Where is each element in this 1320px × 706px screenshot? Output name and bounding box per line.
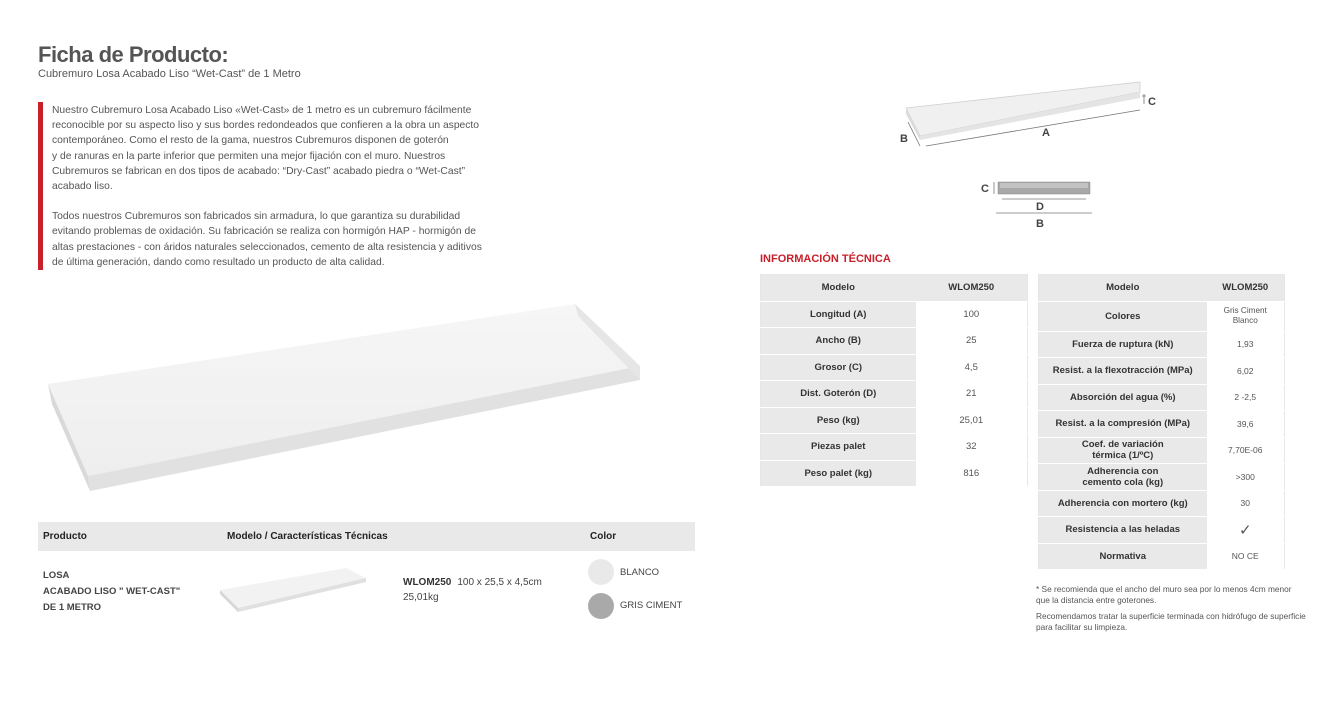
label-c-top: C	[1148, 96, 1156, 108]
row-key: Ancho (B)	[761, 328, 916, 355]
table-row	[1039, 275, 1285, 302]
table-row	[1039, 301, 1285, 331]
row-value: 816	[916, 460, 1028, 487]
product-image	[30, 296, 680, 496]
desc-line: reconocible por su aspecto liso y sus bordes redondeados que confieren a la obra un aspecto	[52, 120, 480, 132]
table-row	[761, 381, 1028, 408]
row-key: Resist. a la flexotracción (MPa)	[1039, 358, 1207, 385]
product-table	[38, 522, 695, 632]
color-value-line: Gris Ciment	[1223, 306, 1267, 315]
desc-line: evitando problemas de oxidación. Su fabricación se realiza con hormigón HAP - hormigón de	[52, 226, 476, 238]
dimension-diagram	[890, 78, 1170, 238]
row-key: Resist. a la compresión (MPa)	[1039, 411, 1207, 438]
product-name-line: LOSA	[43, 570, 70, 581]
description-paragraph-1	[52, 103, 502, 194]
label-d: D	[1036, 201, 1044, 213]
row-key: Fuerza de ruptura (kN)	[1039, 331, 1207, 358]
row-value: 6,02	[1207, 358, 1285, 385]
desc-line: y de ranuras en la parte inferior que permiten una mejor fijación con el muro. Nuestros	[52, 150, 446, 162]
table-header-model: Modelo	[1039, 275, 1207, 302]
tech-table-dimensions	[760, 274, 1028, 487]
row-value: 25,01	[916, 407, 1028, 434]
model-spec	[403, 577, 542, 588]
accent-bar	[38, 102, 43, 270]
color-swatch-gris-ciment	[588, 593, 614, 619]
row-key-adh-cola	[1039, 464, 1207, 491]
table-row	[761, 407, 1028, 434]
desc-line: Nuestro Cubremuro Losa Acabado Liso «Wet-Cast» de 1 metro es un cubremuro fácilmente	[52, 105, 472, 116]
row-value: 2 -2,5	[1207, 384, 1285, 411]
product-name-line: DE 1 METRO	[43, 602, 102, 613]
coef-label-line: Coef. de variación	[1081, 439, 1164, 451]
model-dimensions: 100 x 25,5 x 4,5cm	[457, 577, 542, 588]
table-row	[1039, 331, 1285, 358]
adh-cola-label-line: cemento cola (kg)	[1082, 476, 1164, 488]
row-value: 100	[916, 301, 1028, 328]
color-swatch-blanco	[588, 559, 614, 585]
table-row	[761, 434, 1028, 461]
row-key: Grosor (C)	[761, 354, 916, 381]
product-name	[43, 568, 213, 616]
label-c-side: C	[981, 183, 989, 195]
adh-cola-label-line: Adherencia con	[1087, 465, 1159, 477]
note-hydrophobic: Recomendamos tratar la superficie terminada con hidrófugo de superficie para facilitar su limpieza.	[1036, 611, 1306, 632]
model-code: WLOM250	[403, 577, 452, 588]
row-value-adh-cola: >300	[1207, 464, 1285, 491]
row-value-coef: 7,70E-06	[1207, 437, 1285, 464]
table-row	[1039, 517, 1285, 544]
row-key: Absorción del agua (%)	[1039, 384, 1207, 411]
tech-info-title: INFORMACIÓN TÉCNICA	[760, 253, 891, 265]
row-value-normativa: NO CE	[1207, 543, 1285, 570]
table-header-code: WLOM250	[916, 275, 1028, 302]
color-label-blanco: BLANCO	[620, 567, 660, 578]
row-key-heladas: Resistencia a las heladas	[1039, 517, 1207, 544]
desc-line: altas prestaciones - con áridos naturales seleccionados, cemento de alta resistencia y aditivos	[52, 241, 482, 253]
row-key-normativa: Normativa	[1039, 543, 1207, 570]
table-row	[1039, 490, 1285, 517]
label-b-top: B	[900, 133, 908, 145]
header-product: Producto	[43, 531, 87, 542]
table-row	[1039, 411, 1285, 438]
table-row	[1039, 543, 1285, 570]
row-key: Peso (kg)	[761, 407, 916, 434]
row-value-colors	[1207, 301, 1285, 331]
table-row	[761, 354, 1028, 381]
row-value: 21	[916, 381, 1028, 408]
coef-label-line: térmica (1/ºC)	[1092, 450, 1154, 462]
row-key-coef	[1039, 437, 1207, 464]
table-row	[761, 301, 1028, 328]
check-icon: ✓	[1207, 517, 1285, 544]
table-row	[1039, 464, 1285, 491]
color-value-line: Blanco	[1232, 316, 1258, 325]
label-b-side: B	[1036, 218, 1044, 230]
product-table-header	[38, 522, 695, 551]
note-wall-width: * Se recomienda que el ancho del muro sea por lo menos 4cm menor que la distancia entre goterones.	[1036, 584, 1292, 605]
label-a: A	[1042, 127, 1050, 139]
desc-line: Todos nuestros Cubremuros son fabricados sin armadura, lo que garantiza su durabilidad	[52, 211, 461, 223]
table-header-code: WLOM250	[1207, 275, 1285, 302]
row-value-adh-mortero: 30	[1207, 490, 1285, 517]
page-subtitle: Cubremuro Losa Acabado Liso “Wet-Cast” de 1 Metro	[38, 68, 301, 80]
row-key: Piezas palet	[761, 434, 916, 461]
row-key-colors: Colores	[1039, 301, 1207, 331]
row-key: Dist. Goterón (D)	[761, 381, 916, 408]
table-row	[1039, 358, 1285, 385]
row-key: Longitud (A)	[761, 301, 916, 328]
row-value: 32	[916, 434, 1028, 461]
table-row	[1039, 437, 1285, 464]
product-description	[52, 103, 502, 285]
row-key: Peso palet (kg)	[761, 460, 916, 487]
color-label-gris-ciment: GRIS CIMENT	[620, 600, 683, 611]
model-weight: 25,01kg	[403, 592, 439, 603]
product-name-line: ACABADO LISO " WET-CAST"	[43, 586, 181, 597]
description-paragraph-2	[52, 209, 502, 270]
header-model: Modelo / Características Técnicas	[227, 531, 388, 542]
product-thumbnail	[216, 564, 372, 616]
row-value: 39,6	[1207, 411, 1285, 438]
desc-line: acabado liso.	[52, 181, 113, 193]
tech-table-properties	[1038, 274, 1285, 570]
table-row	[761, 328, 1028, 355]
header-color: Color	[590, 531, 617, 542]
table-row	[1039, 384, 1285, 411]
page-title: Ficha de Producto:	[38, 42, 229, 67]
desc-line: contemporáneo. Como el resto de la gama, nuestros Cubremuros disponen de goterón	[52, 135, 449, 147]
desc-line: Cubremuros se fabrican en dos tipos de acabado: “Dry-Cast” acabado piedra o “Wet-Cast”	[52, 165, 466, 177]
desc-line: de última generación, dando como resultado un producto de alta calidad.	[52, 256, 385, 268]
row-value: 4,5	[916, 354, 1028, 381]
row-value: 1,93	[1207, 331, 1285, 358]
table-row	[761, 460, 1028, 487]
table-row	[761, 275, 1028, 302]
row-key-adh-mortero: Adherencia con mortero (kg)	[1039, 490, 1207, 517]
row-value: 25	[916, 328, 1028, 355]
table-header-model: Modelo	[761, 275, 916, 302]
